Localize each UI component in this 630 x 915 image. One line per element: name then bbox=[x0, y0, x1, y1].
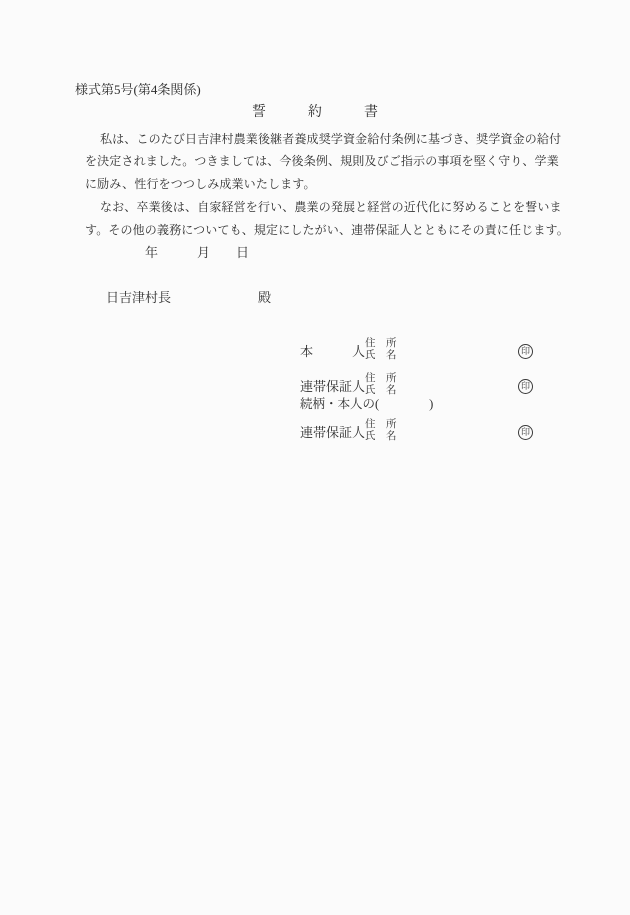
signatory-address-name-labels: 住 所 氏 名 bbox=[365, 338, 397, 362]
guarantor-relation-line: 続柄・本人の( ) bbox=[300, 397, 434, 412]
signatory-role-label: 連帯保証人 bbox=[300, 424, 366, 440]
signatory-address-name-labels: 住 所 氏 名 bbox=[365, 419, 397, 443]
form-number: 様式第5号(第4条関係) bbox=[75, 82, 201, 97]
addressee-honorific: 殿 bbox=[258, 290, 272, 306]
seal-icon: 印 bbox=[518, 425, 533, 440]
signature-block bbox=[300, 338, 533, 443]
signatory-row-principal bbox=[300, 338, 533, 362]
signatory-address-name-labels: 住 所 氏 名 bbox=[365, 373, 397, 397]
addressee-line bbox=[93, 265, 630, 331]
document-title: 誓 約 書 bbox=[252, 105, 378, 120]
signatory-role-label: 連帯保証人 bbox=[300, 378, 366, 394]
date-line: 年 月 日 bbox=[145, 245, 250, 261]
seal-icon: 印 bbox=[518, 379, 533, 394]
signatory-row-guarantor-1 bbox=[300, 373, 533, 397]
addressee-name: 日吉津村長 bbox=[106, 290, 172, 306]
signatory-row-guarantor-2 bbox=[300, 419, 533, 443]
pledge-paragraph-1: 私は、このたび日吉津村農業後継者養成奨学資金給付条例に基づき、奨学資金の給付 を決定されました。つきましては、今後条例、規則及びご指示の事項を堅く守り、学業 に励み、性行をつつしみ成業いたします。 bbox=[85, 132, 562, 191]
signatory-role-label: 本 人 bbox=[300, 343, 366, 359]
seal-icon: 印 bbox=[518, 344, 533, 359]
pledge-paragraph-2: なお、卒業後は、自家経営を行い、農業の発展と経営の近代化に努めることを誓いま す。その他の義務についても、規定にしたがい、連帯保証人とともにその責に任じます。 bbox=[85, 200, 569, 237]
